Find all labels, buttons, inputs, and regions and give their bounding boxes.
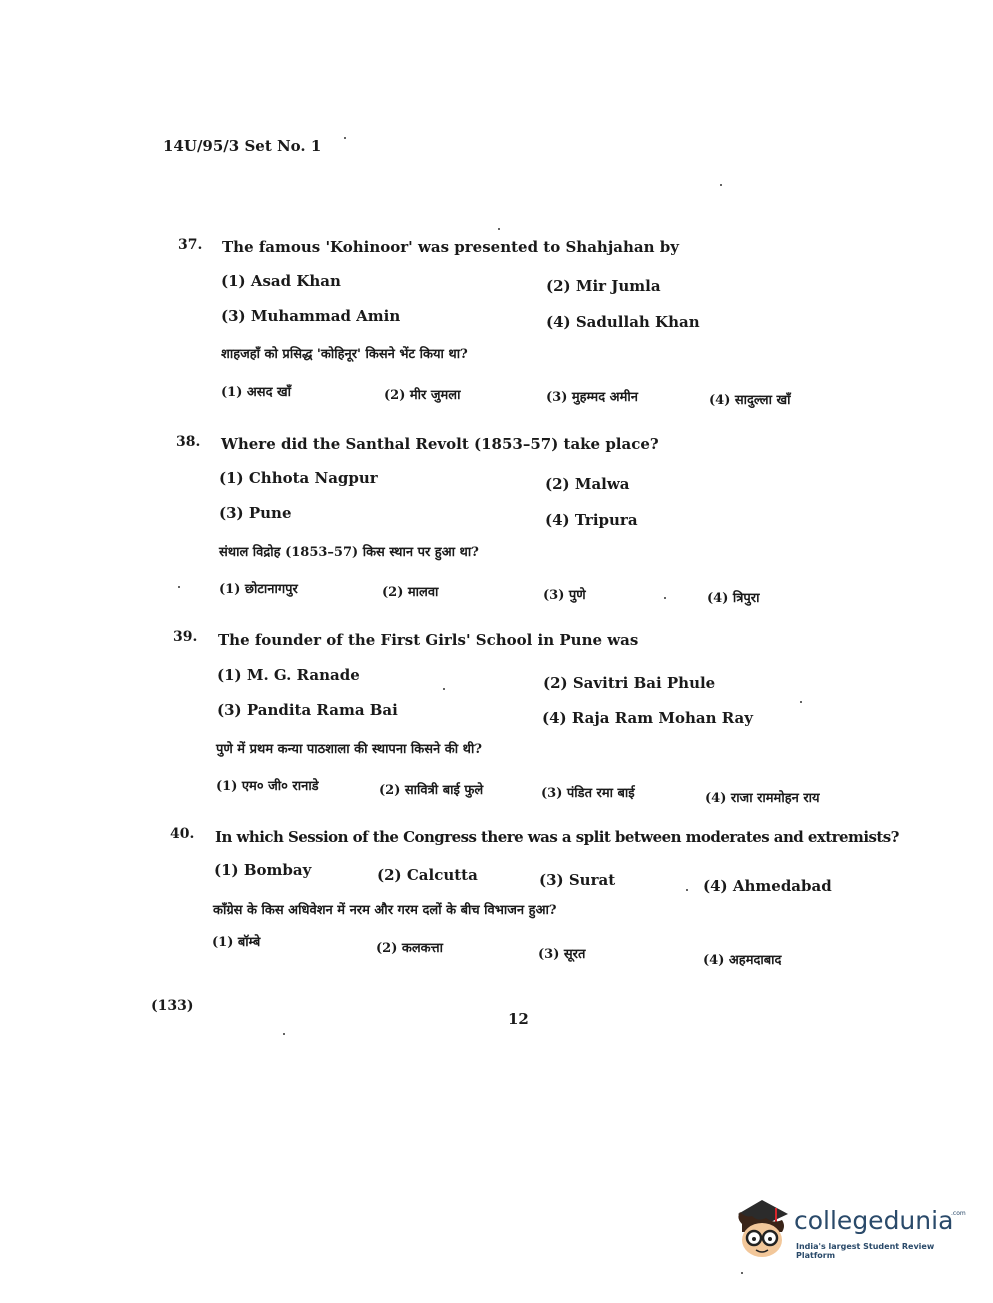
scan-speck	[686, 889, 688, 891]
question-text-hindi: शाहजहाँ को प्रसिद्ध 'कोहिनूर' किसने भेंट किया था?	[221, 347, 468, 362]
page-number: 12	[508, 1010, 529, 1028]
collegedunia-logo	[732, 1196, 966, 1268]
question-number: 39.	[173, 629, 198, 645]
hindi-option-4: (4) अहमदाबाद	[703, 953, 782, 968]
hindi-option-2: (2) मीर जुमला	[384, 388, 461, 403]
hindi-option-3: (3) पंडित रमा बाई	[541, 786, 635, 801]
booklet-code: (133)	[151, 998, 194, 1014]
hindi-option-4: (4) राजा राममोहन राय	[705, 791, 820, 806]
option-4: (4) Tripura	[545, 511, 638, 529]
logo-tagline: India's largest Student Review Platform	[796, 1242, 935, 1260]
question-text: In which Session of the Congress there was a split between moderates and extremists?	[215, 828, 899, 846]
option-2: (2) Calcutta	[377, 866, 478, 884]
scan-speck	[178, 586, 180, 588]
hindi-option-1: (1) बॉम्बे	[212, 935, 261, 950]
hindi-option-1: (1) असद खाँ	[221, 385, 292, 400]
option-4: (4) Raja Ram Mohan Ray	[542, 709, 753, 727]
option-1: (1) Chhota Nagpur	[219, 469, 378, 487]
option-3: (3) Pandita Rama Bai	[217, 701, 398, 719]
question-text: The founder of the First Girls' School in Pune was	[218, 631, 639, 649]
mascot-icon	[732, 1196, 792, 1262]
question-number: 40.	[170, 826, 195, 842]
hindi-option-3: (3) मुहम्मद अमीन	[546, 390, 638, 405]
scan-speck	[283, 1033, 285, 1035]
hindi-option-2: (2) कलकत्ता	[376, 941, 444, 956]
option-1: (1) Asad Khan	[221, 272, 341, 290]
option-1: (1) Bombay	[214, 861, 312, 879]
hindi-option-3: (3) सूरत	[538, 947, 586, 962]
hindi-option-4: (4) त्रिपुरा	[707, 591, 760, 606]
hindi-option-4: (4) सादुल्ला खाँ	[709, 393, 791, 408]
option-2: (2) Mir Jumla	[546, 277, 661, 295]
scan-speck	[498, 228, 500, 230]
option-3: (3) Surat	[539, 871, 616, 889]
option-4: (4) Ahmedabad	[703, 877, 832, 895]
option-2: (2) Savitri Bai Phule	[543, 674, 716, 692]
option-4: (4) Sadullah Khan	[546, 313, 700, 331]
scan-speck	[443, 688, 445, 690]
scan-speck	[800, 701, 802, 703]
question-number: 37.	[178, 237, 203, 253]
hindi-option-3: (3) पुणे	[543, 588, 586, 603]
option-1: (1) M. G. Ranade	[217, 666, 360, 684]
question-text: Where did the Santhal Revolt (1853–57) take place?	[221, 435, 659, 453]
hindi-option-1: (1) छोटानागपुर	[219, 582, 298, 597]
logo-wordmark: collegedunia	[794, 1206, 954, 1235]
question-text-hindi: पुणे में प्रथम कन्या पाठशाला की स्थापना किसने की थी?	[216, 742, 482, 757]
question-text-hindi: कॉंग्रेस के किस अधिवेशन में नरम और गरम दलों के बीच विभाजन हुआ?	[213, 903, 557, 918]
option-2: (2) Malwa	[545, 475, 630, 493]
scan-speck	[741, 1272, 743, 1274]
option-3: (3) Muhammad Amin	[221, 307, 401, 325]
hindi-option-2: (2) मालवा	[382, 585, 439, 600]
hindi-option-1: (1) एम० जी० रानाडे	[216, 779, 319, 794]
option-3: (3) Pune	[219, 504, 292, 522]
hindi-option-2: (2) सावित्री बाई फुले	[379, 783, 484, 798]
scan-speck	[720, 184, 722, 186]
scan-speck	[664, 597, 666, 599]
logo-suffix: .com	[951, 1210, 966, 1217]
question-text-hindi: संथाल विद्रोह (1853–57) किस स्थान पर हुआ था?	[219, 545, 479, 560]
question-text: The famous 'Kohinoor' was presented to Shahjahan by	[222, 238, 679, 256]
paper-code: 14U/95/3 Set No. 1	[163, 137, 322, 155]
scan-speck	[344, 137, 346, 139]
question-number: 38.	[176, 434, 201, 450]
